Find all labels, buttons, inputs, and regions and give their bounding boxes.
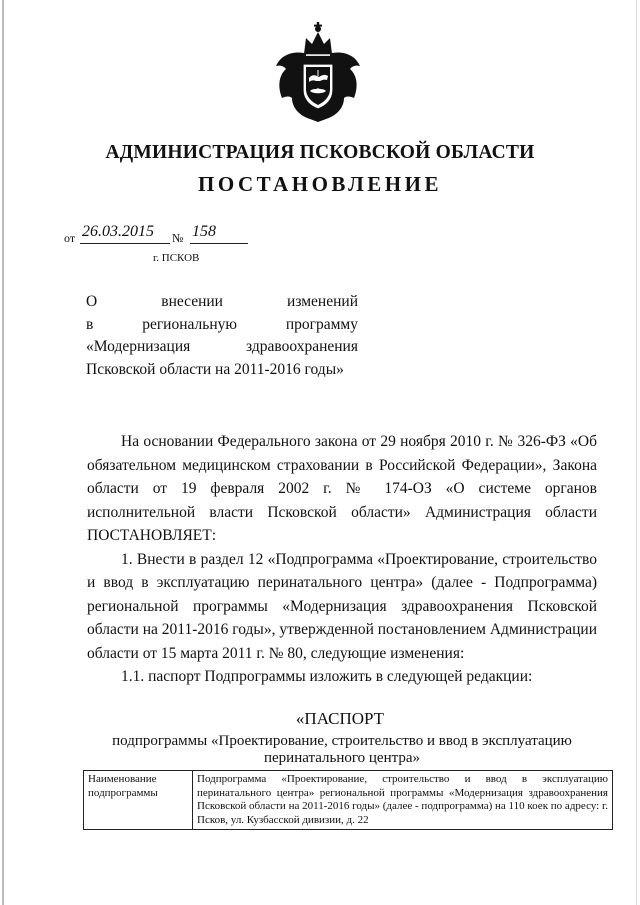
subject-line: О внесении изменений [86, 293, 358, 310]
organization-title: АДМИНИСТРАЦИЯ ПСКОВСКОЙ ОБЛАСТИ [105, 142, 535, 163]
scan-edge-right [636, 0, 637, 905]
subject-line: Псковской области на 2011-2016 годы» [86, 360, 344, 378]
body-paragraph-basis: На основании Федерального закона от 29 ноября 2010 г. № 326-ФЗ «Об обязательном медицинском страховании в Российской Федерации», Закона области от 19 февраля 2002 г. № 174-ОЗ «О системе органов исполнительной власти Псковской области» Администрация области ПОСТАНОВЛЯЕТ: [87, 433, 597, 544]
table-cell-label: Наименование подпрограммы [84, 771, 193, 830]
handwritten-number: 158 [190, 223, 248, 244]
table-cell-value: Подпрограмма «Проектирование, строительство и ввод в эксплуатацию перинатального центра» региональной программы «Модернизация здравоохранения Псковской области на 2011-2016 годы» (далее - подпрограмма) на 110 коек по адресу: г. Псков, ул. Кузбасской дивизии, д. 22 [193, 771, 613, 830]
subject-line: в региональную программу [86, 315, 358, 333]
passport-title: «ПАСПОРТ [295, 709, 385, 728]
city-label: г. ПСКОВ [153, 252, 200, 264]
passport-table [83, 770, 613, 830]
coat-of-arms-emblem [270, 18, 366, 124]
number-label: № [172, 231, 184, 245]
passport-subtitle: подпрограммы «Проектирование, строительство и ввод в эксплуатацию перинатального центра» [112, 733, 572, 766]
body-paragraph-item-1: 1. Внести в раздел 12 «Подпрограмма «Проектирование, строительство и ввод в эксплуатацию перинатального центра» (далее - Подпрограмма) региональной программы «Модернизация здравоохранения Псковской области на 2011-2016 годы», утвержденной постановлением Администрации области от 15 марта 2011 г. № 80, следующие изменения: [87, 550, 597, 662]
body-paragraph-item-1-1: 1.1. паспорт Подпрограммы изложить в следующей редакции: [121, 668, 533, 685]
date-from-label: от [64, 231, 76, 245]
document-subject [86, 291, 358, 381]
handwritten-date: 26.03.2015 [80, 223, 170, 244]
table-row [84, 771, 613, 830]
subject-line: «Модернизация здравоохранения [86, 338, 358, 355]
document-body [87, 430, 597, 689]
document-type-title: ПОСТАНОВЛЕНИЕ [198, 172, 442, 196]
scan-edge-left [2, 0, 4, 905]
